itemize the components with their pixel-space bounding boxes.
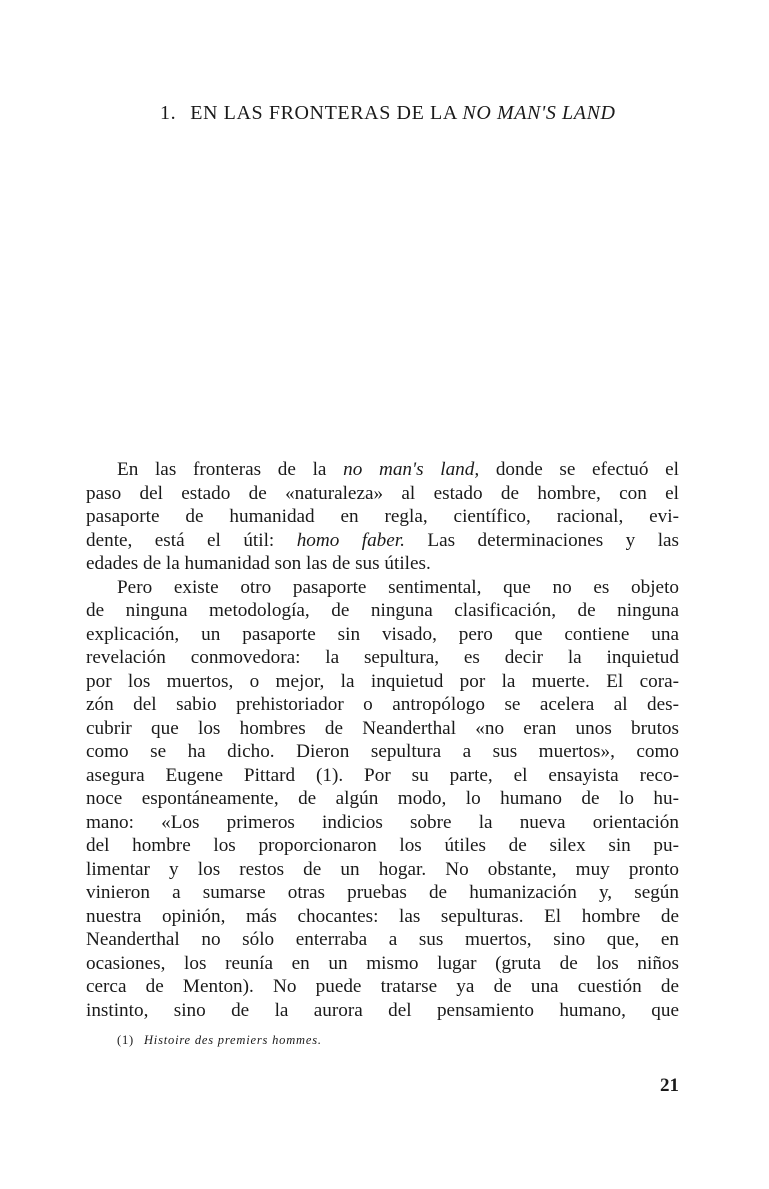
paragraph-2	[86, 576, 679, 1023]
footnote-mark: (1)	[117, 1033, 134, 1047]
text-line	[86, 529, 679, 553]
chapter-title-italic: NO MAN'S LAND	[462, 102, 616, 124]
text-span: En las fronteras de la	[117, 459, 327, 480]
text-line	[86, 458, 679, 482]
text-line: revelación conmovedora: la sepultura, es decir la inquietud	[86, 647, 679, 668]
text-line: como se ha dicho. Dieron sepultura a sus muertos», como	[86, 741, 679, 762]
text-line: explicación, un pasaporte sin visado, pero que contiene una	[86, 623, 679, 645]
italic-span: homo faber.	[296, 529, 405, 551]
text-line: mano: «Los primeros indicios sobre la nueva orientación	[86, 811, 679, 833]
text-span: donde se efectuó el	[495, 459, 680, 480]
chapter-number: 1.	[160, 102, 177, 124]
text-line: ocasiones, los reunía en un mismo lugar (gruta de los niños	[86, 952, 679, 974]
chapter-title-plain: EN LAS FRONTERAS DE LA	[190, 102, 457, 124]
italic-span: no man's land,	[343, 459, 480, 480]
text-line: pasaporte de humanidad en regla, científico, racional, evi-	[86, 506, 679, 527]
footnote-text: Histoire des premiers hommes.	[143, 1033, 322, 1047]
text-span: Las determinaciones y las	[427, 529, 680, 551]
text-line: del hombre los proporcionaron los útiles de silex sin pu-	[86, 835, 679, 856]
text-line: instinto, sino de la aurora del pensamiento humano, que	[86, 999, 679, 1021]
text-line: cerca de Menton). No puede tratarse ya de una cuestión de	[86, 976, 679, 997]
text-span: dente, está el útil:	[86, 529, 275, 551]
text-line: edades de la humanidad son las de sus útiles.	[86, 553, 431, 574]
text-line: nuestra opinión, más chocantes: las sepulturas. El hombre de	[86, 905, 679, 927]
body-text	[86, 458, 679, 1022]
text-line: paso del estado de «naturaleza» al estado de hombre, con el	[86, 482, 679, 504]
footnote	[117, 1033, 322, 1048]
text-line: asegura Eugene Pittard (1). Por su parte, el ensayista reco-	[86, 764, 679, 786]
text-line: Pero existe otro pasaporte sentimental, que no es objeto	[117, 576, 679, 598]
text-line: noce espontáneamente, de algún modo, lo humano de lo hu-	[86, 788, 679, 809]
text-line: de ninguna metodología, de ninguna clasificación, de ninguna	[86, 600, 679, 621]
chapter-heading	[160, 102, 616, 125]
text-line: limentar y los restos de un hogar. No obstante, muy pronto	[86, 858, 679, 880]
text-line: vinieron a sumarse otras pruebas de humanización y, según	[86, 882, 679, 903]
text-line: por los muertos, o mejor, la inquietud por la muerte. El cora-	[86, 670, 679, 692]
page-number: 21	[660, 1075, 679, 1096]
paragraph-1	[86, 458, 679, 576]
text-line: cubrir que los hombres de Neanderthal «no eran unos brutos	[86, 717, 679, 739]
text-line: zón del sabio prehistoriador o antropólogo se acelera al des-	[86, 694, 679, 715]
text-line: Neanderthal no sólo enterraba a sus muertos, sino que, en	[86, 929, 679, 950]
